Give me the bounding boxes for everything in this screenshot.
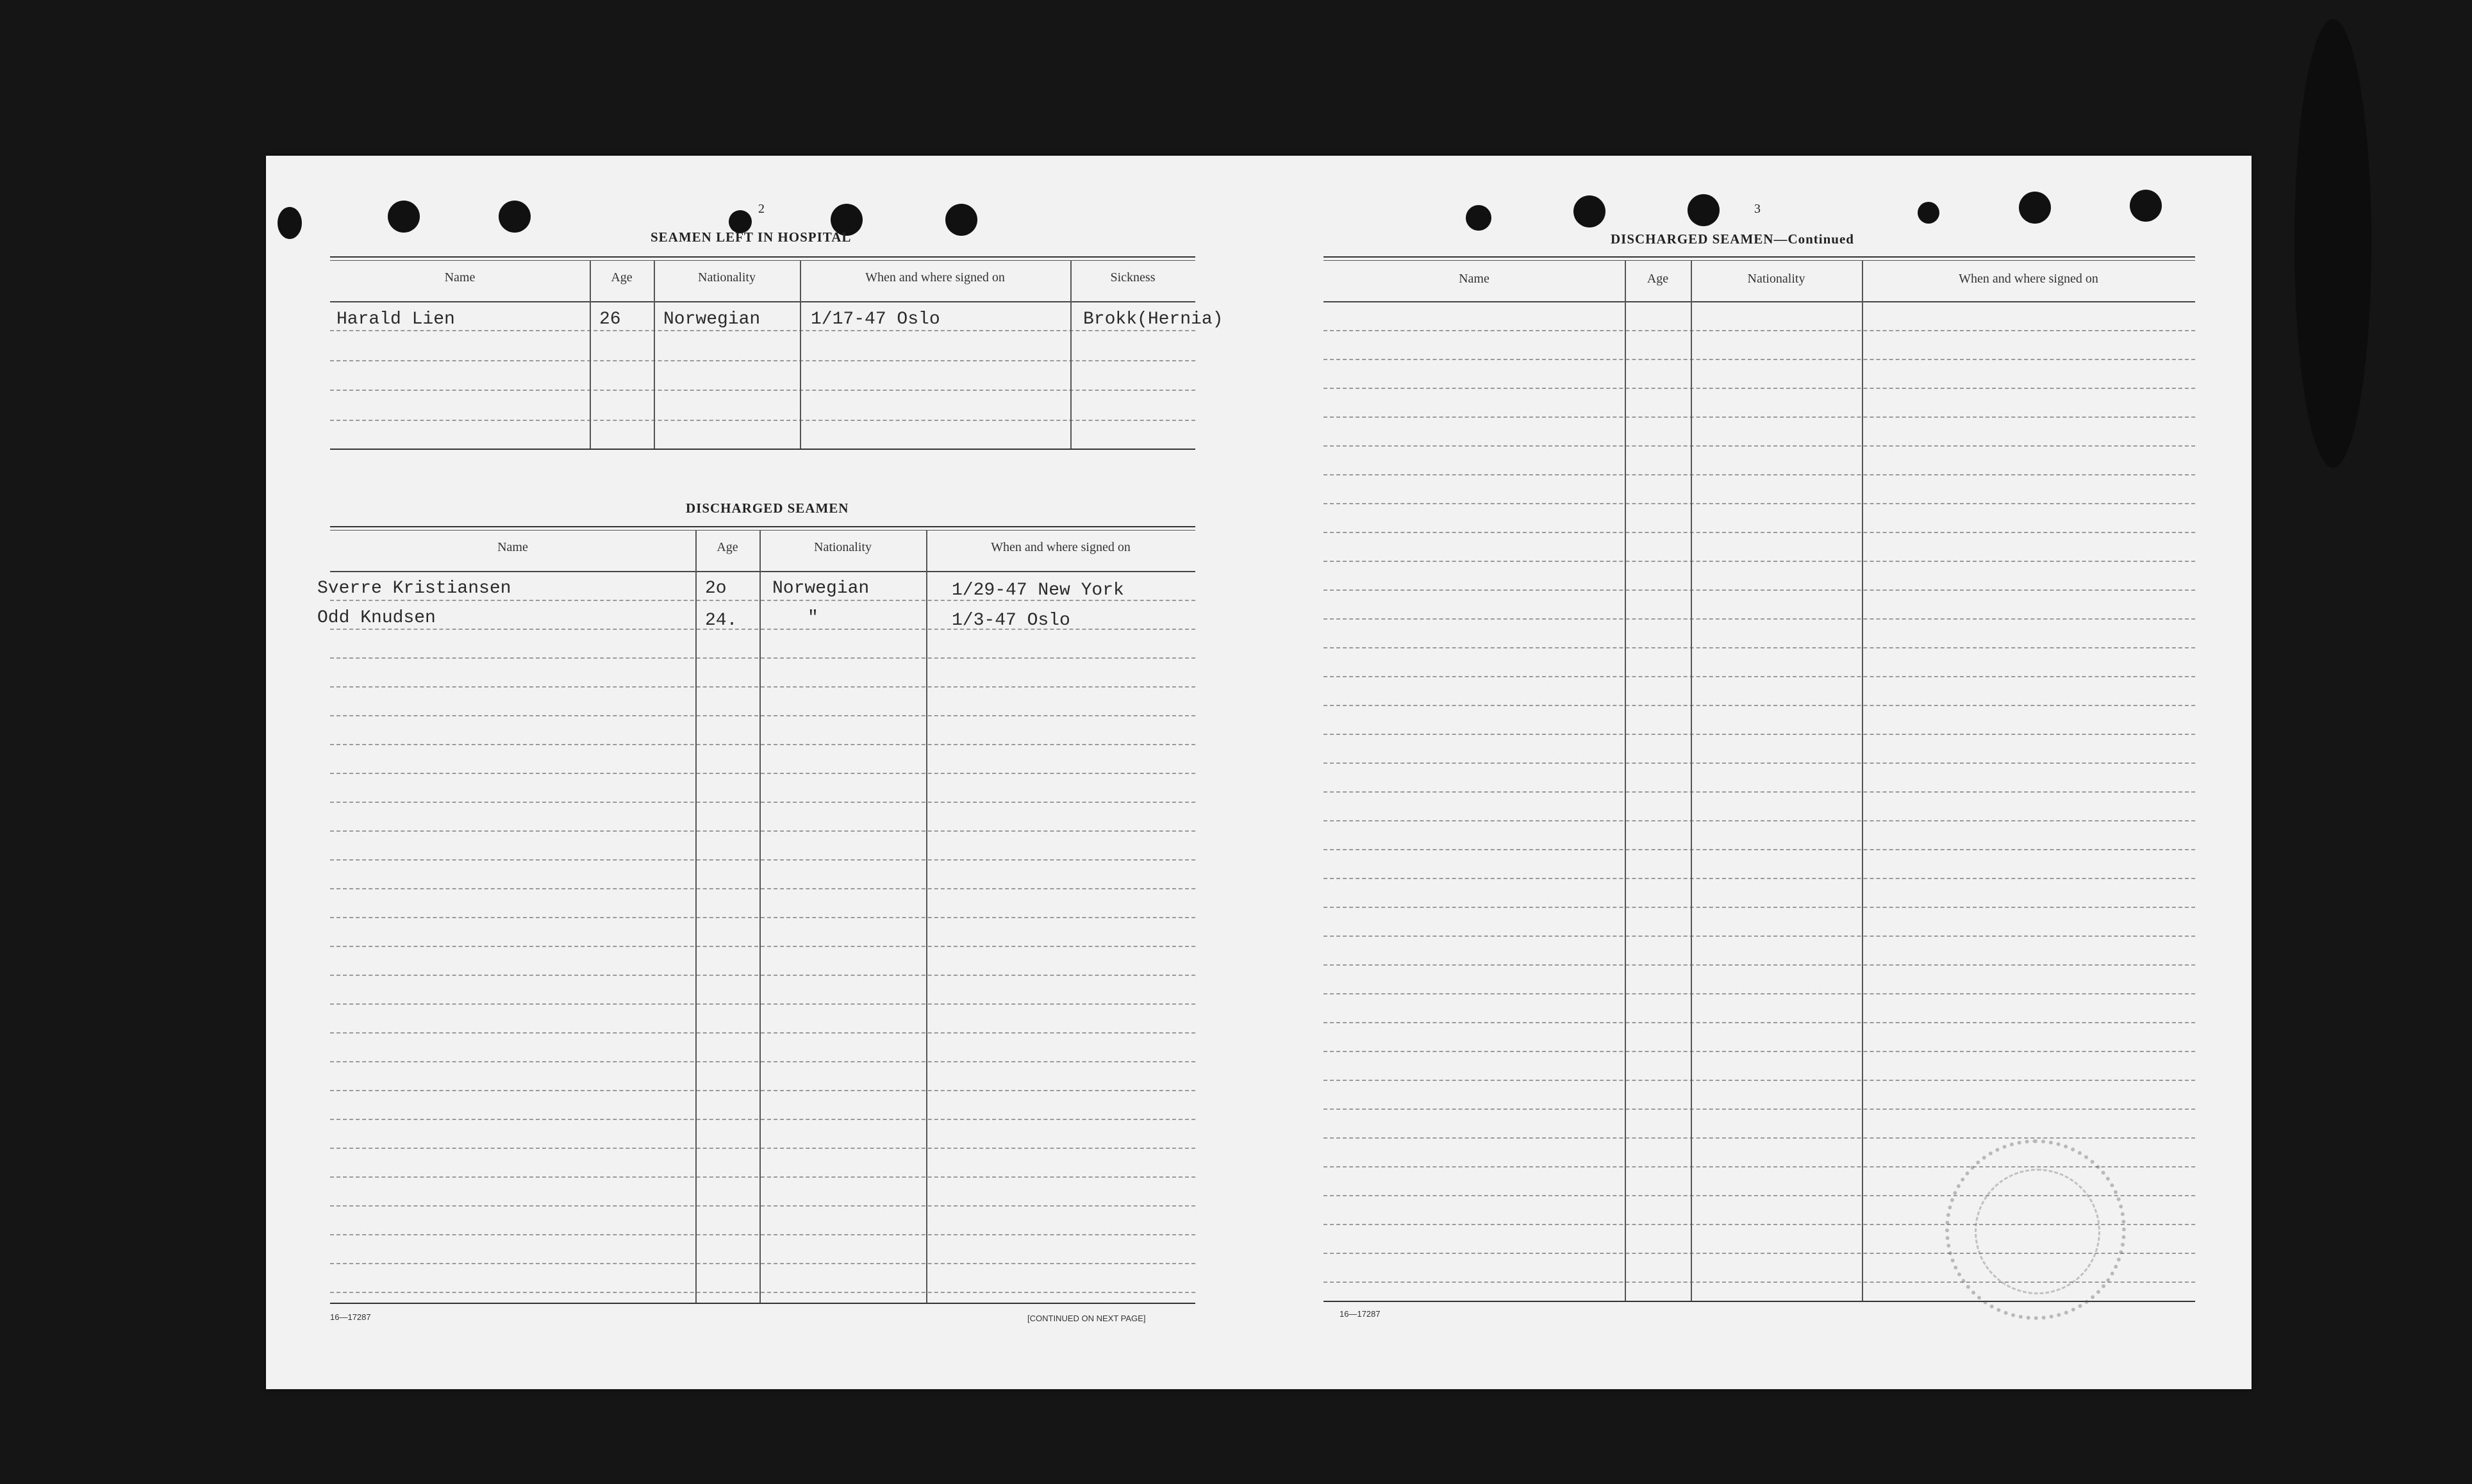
row-divider [330, 888, 1195, 889]
row-divider [330, 744, 1195, 745]
hospital-row-nationality: Norwegian [663, 309, 761, 329]
row-divider [1323, 820, 2195, 821]
discharged-row-age: 2o [705, 579, 727, 598]
row-divider [330, 1032, 1195, 1034]
row-divider [330, 830, 1195, 832]
row-divider [330, 802, 1195, 803]
hospital-row-name: Harald Lien [336, 309, 455, 329]
row-divider [1323, 532, 2195, 533]
background-shadow [2294, 19, 2371, 468]
hospital-row-age: 26 [599, 309, 621, 329]
row-divider [1323, 849, 2195, 850]
header-name: Name [444, 270, 476, 284]
row-divider [330, 1090, 1195, 1091]
row-divider [1323, 474, 2195, 475]
discharged-row-name: Sverre Kristiansen [317, 579, 511, 598]
row-divider [1323, 416, 2195, 418]
page-number-right: 3 [1754, 202, 1761, 216]
discharged-section-title: DISCHARGED SEAMEN [686, 500, 849, 516]
row-divider [1323, 618, 2195, 620]
header-sickness: Sickness [1110, 270, 1156, 284]
row-divider [1323, 647, 2195, 648]
row-divider [330, 1148, 1195, 1149]
row-divider [1323, 561, 2195, 562]
page-number-left: 2 [758, 202, 765, 216]
header-signed-on: When and where signed on [991, 540, 1131, 554]
row-divider [1323, 705, 2195, 706]
row-divider [1323, 878, 2195, 879]
row-divider [1323, 936, 2195, 937]
hospital-row-signed-on: 1/17-47 Oslo [811, 309, 940, 329]
row-divider [1323, 907, 2195, 908]
row-divider [330, 946, 1195, 947]
row-divider [330, 1205, 1195, 1207]
header-age: Age [1647, 272, 1669, 286]
row-divider [1323, 993, 2195, 994]
header-nationality: Nationality [698, 270, 756, 284]
header-nationality: Nationality [814, 540, 872, 554]
header-name: Name [1459, 272, 1489, 286]
row-divider [1323, 589, 2195, 591]
row-divider [330, 1263, 1195, 1264]
row-divider [1323, 388, 2195, 389]
row-divider [1323, 359, 2195, 360]
row-divider [1323, 1109, 2195, 1110]
row-divider [330, 1176, 1195, 1178]
discharged-row-name: Odd Knudsen [317, 608, 436, 628]
punch-hole [2130, 190, 2162, 222]
discharged-row-nationality: " [808, 608, 818, 628]
document-sheet [266, 156, 2252, 1389]
punch-hole [945, 204, 977, 236]
discharged-row-age: 24. [705, 611, 738, 631]
right-section-title: DISCHARGED SEAMEN—Continued [1611, 231, 1854, 247]
header-signed-on: When and where signed on [865, 270, 1005, 284]
row-divider [1323, 734, 2195, 735]
punch-hole [2019, 192, 2051, 224]
discharged-row-nationality: Norwegian [772, 579, 870, 598]
row-divider [330, 686, 1195, 688]
hospital-row-sickness: Brokk(Hernia) [1083, 309, 1224, 329]
row-divider [330, 715, 1195, 716]
punch-hole [499, 201, 531, 233]
punch-hole [1573, 195, 1605, 227]
row-divider [1323, 445, 2195, 447]
row-divider [330, 1119, 1195, 1120]
row-divider [330, 773, 1195, 774]
row-divider [1323, 676, 2195, 677]
row-divider [1323, 763, 2195, 764]
row-divider [1323, 1051, 2195, 1052]
punch-hole [1918, 202, 1939, 224]
punch-hole [1466, 205, 1491, 231]
discharged-row-signed-on: 1/29-47 New York [952, 581, 1124, 600]
row-divider [330, 1003, 1195, 1005]
header-name: Name [497, 540, 528, 554]
header-age: Age [611, 270, 633, 284]
row-divider [330, 975, 1195, 976]
row-divider [1323, 330, 2195, 331]
form-number-left: 16—17287 [330, 1312, 371, 1322]
form-number-right: 16—17287 [1340, 1309, 1381, 1319]
hospital-section-title: SEAMEN LEFT IN HOSPITAL [651, 229, 852, 245]
row-divider [330, 1234, 1195, 1235]
header-signed-on: When and where signed on [1959, 272, 2098, 286]
punch-hole [278, 207, 302, 239]
row-divider [1323, 1022, 2195, 1023]
official-stamp [1945, 1139, 2126, 1320]
row-divider [330, 1061, 1195, 1062]
row-divider [330, 917, 1195, 918]
header-age: Age [717, 540, 738, 554]
row-divider [1323, 503, 2195, 504]
continued-note: [CONTINUED ON NEXT PAGE] [1027, 1314, 1146, 1323]
row-divider [1323, 1080, 2195, 1081]
row-divider [330, 859, 1195, 861]
header-nationality: Nationality [1747, 272, 1805, 286]
punch-hole [1688, 194, 1720, 226]
punch-hole [388, 201, 420, 233]
row-divider [1323, 964, 2195, 966]
hospital-table [330, 256, 1224, 487]
row-divider [1323, 1137, 2195, 1139]
row-divider [1323, 791, 2195, 793]
discharged-row-signed-on: 1/3-47 Oslo [952, 611, 1070, 631]
row-divider [330, 1292, 1195, 1293]
row-divider [330, 657, 1195, 659]
